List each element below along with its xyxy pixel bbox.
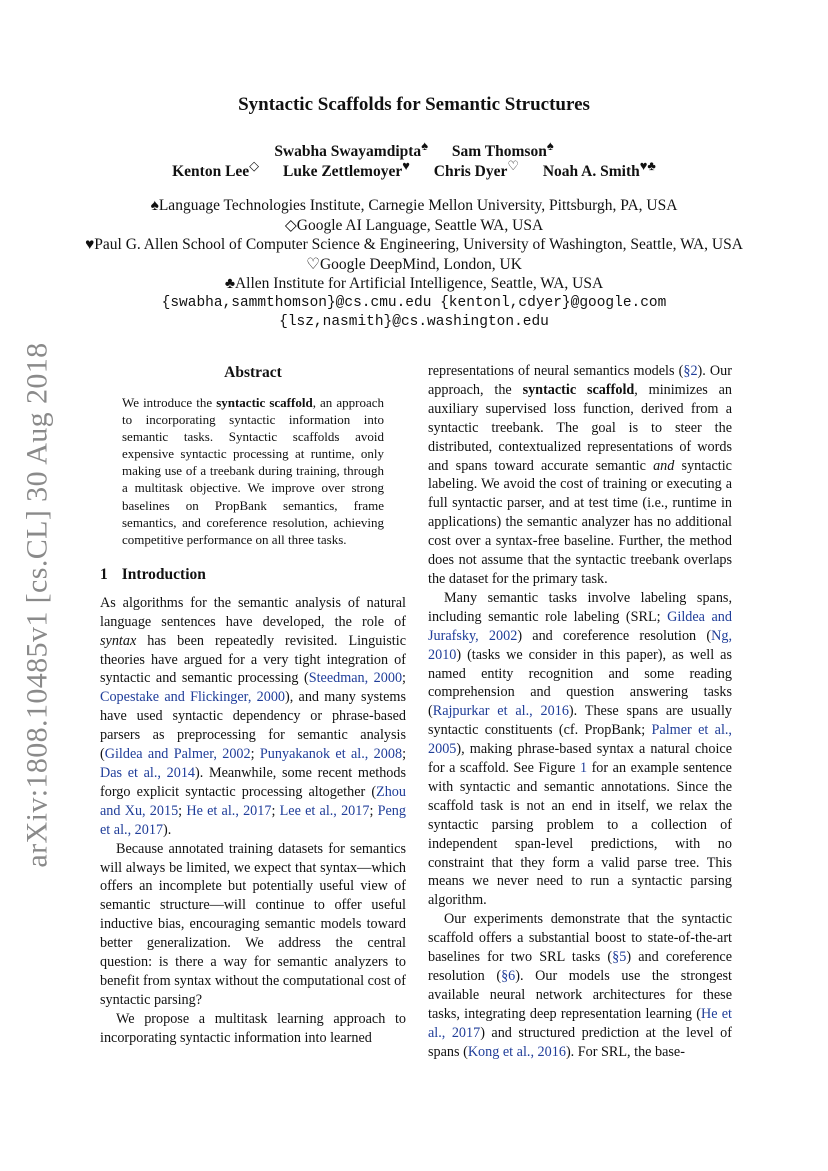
email-line: {lsz,nasmith}@cs.washington.edu <box>279 314 549 330</box>
right-column <box>428 362 732 1062</box>
author-row-2 <box>0 156 828 181</box>
citation-link[interactable]: He et al., 2017 <box>428 1005 732 1041</box>
citation-link[interactable]: Zhou and Xu, 2015 <box>100 783 406 819</box>
affiliation: ♥Paul G. Allen School of Computer Science & Engineering, University of Washington, Seattle, WA, USA <box>85 236 743 253</box>
author: Kenton Lee◇ <box>172 158 260 181</box>
author-row-1 <box>0 136 828 161</box>
intro-paragraph-4: Many semantic tasks involve labeling spans, including semantic role labeling (SRL; Gildea and Jurafsky, 2002) and coreference resolution (Ng, 2010) (tasks we consider in this paper), as well as named entity recognition and some reading comprehension and question answering tasks (Rajpurkar et al., 2016). These spans are usually syntactic constituents (cf. PropBank; Palmer et al., 2005), making phrase-based syntax a natural choice for a scaffold. See Figure 1 for an example sentence with syntactic and semantic annotations. Since the scaffold task is not an end in itself, we relax the syntactic parsing problem to a collection of independent span-level predictions, with no constraint that they form a valid parse tree. This means we never need to run a syntactic parsing algorithm. <box>428 589 732 909</box>
email-line: {swabha,sammthomson}@cs.cmu.edu {kentonl,cdyer}@google.com <box>161 294 667 311</box>
citation-link[interactable]: He et al., 2017 <box>186 802 272 819</box>
author: Noah A. Smith♥♣ <box>542 158 656 181</box>
author-block <box>0 136 828 181</box>
citation-link[interactable]: Copestake and Flickinger, 2000 <box>100 689 286 706</box>
citation-link[interactable]: Ng, 2010 <box>428 627 732 663</box>
section-link[interactable]: §6 <box>501 968 516 984</box>
abstract-heading: Abstract <box>224 364 282 381</box>
section-link[interactable]: §5 <box>612 949 627 966</box>
left-column <box>100 362 406 1048</box>
author: Swabha Swayamdipta♠ <box>274 138 429 161</box>
citation-link[interactable]: Lee et al., 2017 <box>279 802 370 819</box>
affiliation: ♡Google DeepMind, London, UK <box>306 255 522 273</box>
paper-title: Syntactic Scaffolds for Semantic Structures <box>238 94 590 115</box>
citation-link[interactable]: Gildea and Palmer, 2002 <box>104 746 251 763</box>
citation-link[interactable]: Peng et al., 2017 <box>100 802 406 838</box>
citation-link[interactable]: Punyakanok et al., 2008 <box>259 746 403 763</box>
intro-paragraph-3: We propose a multitask learning approach to incorporating syntactic information into learned <box>100 1010 406 1046</box>
section-link[interactable]: §2 <box>683 363 698 379</box>
author: Chris Dyer♡ <box>433 158 519 181</box>
intro-paragraph-3-cont: representations of neural semantics models (§2). Our approach, the syntactic scaffold, minimizes an auxiliary supervised loss function, derived from a syntactic treebank. The goal is to steer the distributed, contextualized representations of words and spans toward accurate semantic and syntactic labeling. We avoid the cost of training or executing a full syntactic parser, and at test time (i.e., runtime in applications) the semantic analyzer has no additional cost over a syntax-free baseline. Further, the method does not assume that the syntactic treebank overlaps the dataset for the primary task. <box>428 363 733 587</box>
affiliation: ♠Language Technologies Institute, Carnegie Mellon University, Pittsburgh, PA, USA <box>150 197 678 214</box>
author: Luke Zettlemoyer♥ <box>282 158 410 181</box>
author: Sam Thomson♠ <box>451 138 554 161</box>
intro-paragraph-2: Because annotated training datasets for semantics will always be limited, we expect that syntax—which offers an incomplete but potentially useful view of semantic structure—will continue to offer useful inductive bias, encouraging semantic models toward better generalization. We address the central question: is there a way for semantic analyzers to benefit from syntax without the computational cost of syntactic parsing? <box>100 840 406 1008</box>
citation-link[interactable]: Das et al., 2014 <box>100 765 196 781</box>
arxiv-identifier: arXiv:1808.10485v1 [cs.CL] 30 Aug 2018 <box>21 342 54 868</box>
citation-link[interactable]: Steedman, 2000 <box>308 670 403 687</box>
section-heading-introduction: 1 Introduction <box>100 565 206 583</box>
arxiv-sidebar <box>8 342 68 868</box>
citation-link[interactable]: Kong et al., 2016 <box>467 1043 566 1060</box>
figure-link[interactable]: 1 <box>579 760 588 777</box>
intro-paragraph-5: Our experiments demonstrate that the syntactic scaffold offers a substantial boost to state-of-the-art baselines for two SRL tasks (§5) and coreference resolution (§6). Our models use the strongest available neural network architectures for these tasks, integrating deep representation learning (He et al., 2017) and structured prediction at the level of spans (Kong et al., 2016). For SRL, the base- <box>428 911 733 1060</box>
abstract-text: We introduce the syntactic scaffold, an approach to incorporating syntactic information into semantic tasks. Syntactic scaffolds avoid expensive syntactic processing at runtime, only making use of a treebank during training, through a multitask objective. We improve over strong baselines on PropBank semantics, frame semantics, and coreference resolution, achieving competitive performance on all three tasks. <box>122 395 384 547</box>
citation-link[interactable]: Gildea and Jurafsky, 2002 <box>428 608 732 644</box>
affiliation: ◇Google AI Language, Seattle WA, USA <box>284 216 544 234</box>
affiliation-block <box>0 196 828 333</box>
affiliation: ♣Allen Institute for Artificial Intelligence, Seattle, WA, USA <box>224 275 604 292</box>
citation-link[interactable]: Palmer et al., 2005 <box>428 722 732 758</box>
intro-paragraph-1: As algorithms for the semantic analysis of natural language sentences have developed, the role of syntax has been repeatedly revisited. Linguistic theories have argued for a very tight integration of syntactic and semantic processing (Steedman, 2000; Copestake and Flickinger, 2000), and many systems have used syntactic dependency or phrase-based parsers as preprocessing for semantic analysis (Gildea and Palmer, 2002; Punyakanok et al., 2008; Das et al., 2014). Meanwhile, some recent methods forgo explicit syntactic processing altogether (Zhou and Xu, 2015; He et al., 2017; Lee et al., 2017; Peng et al., 2017). <box>100 594 407 838</box>
citation-link[interactable]: Rajpurkar et al., 2016 <box>432 703 569 720</box>
